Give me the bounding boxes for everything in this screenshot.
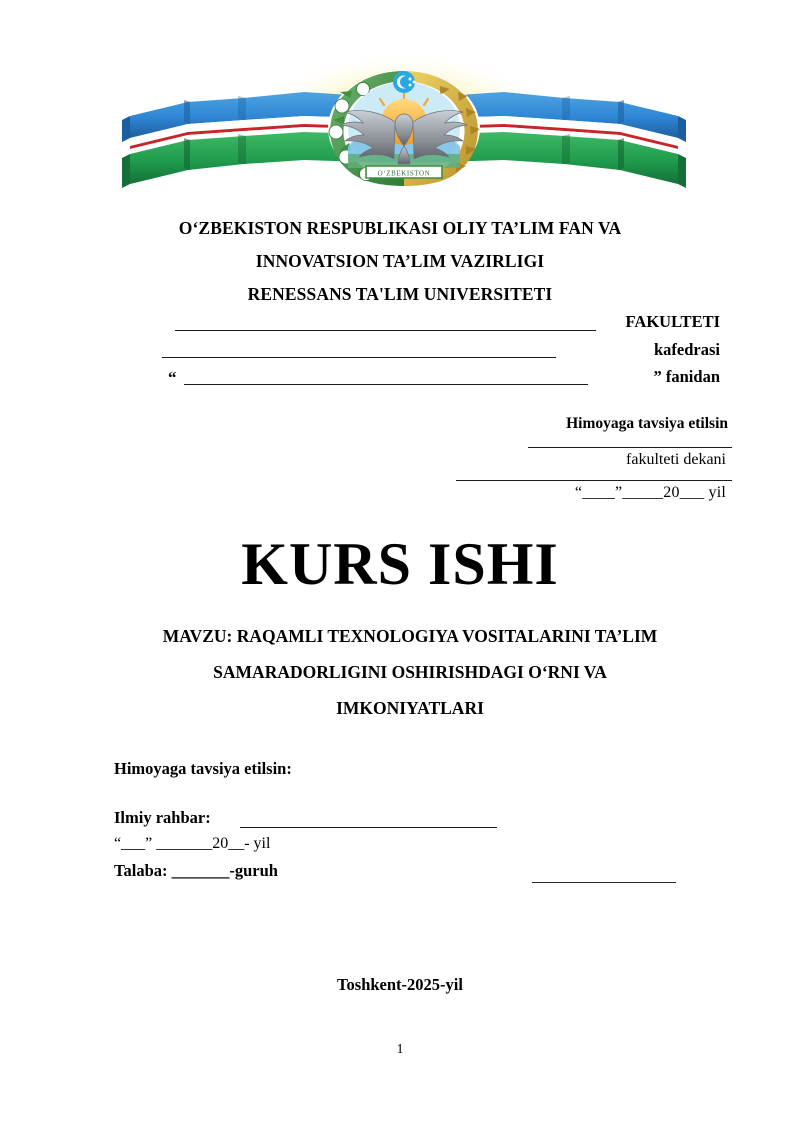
dean-date-line: “____”_____20___ yil — [574, 484, 726, 501]
institution-line-2: INNOVATSION TA’LIM VAZIRLIGI — [255, 251, 545, 271]
signature-fields — [114, 758, 700, 887]
advisor-date-clipped-char: l — [265, 835, 271, 852]
advisor-label: Ilmiy rahbar: — [114, 808, 211, 827]
dean-approval-block — [440, 413, 732, 505]
topic-line-1: MAVZU: RAQAMLI TEXNOLOGIYA VOSITALARINI TA’LIM — [162, 626, 658, 646]
subject-row[interactable] — [100, 364, 720, 390]
institution-line-1: O‘ZBEKISTON RESPUBLIKASI OLIY TA’LIM FAN VA — [178, 218, 622, 238]
department-blank-rule[interactable] — [162, 357, 556, 358]
subject-label: ” fanidan — [653, 367, 720, 386]
city-year: Toshkent-2025-yil — [337, 975, 463, 994]
dean-label: fakulteti dekani — [626, 451, 726, 468]
subject-blank-rule[interactable] — [184, 384, 588, 385]
state-emblem-icon — [328, 70, 480, 186]
page-title: KURS ISHI — [241, 531, 559, 597]
approve-field-label: Himoyaga tavsiya etilsin: — [114, 759, 292, 778]
faculty-blank-rule[interactable] — [175, 330, 596, 331]
approval-title: Himoyaga tavsiya etilsin — [566, 415, 728, 432]
advisor-date-row[interactable] — [114, 835, 700, 857]
faculty-label: FAKULTETI — [625, 312, 720, 331]
topic-block — [100, 618, 720, 726]
topic-line-2: SAMARADORLIGINI OSHIRISHDAGI O‘RNI VA — [213, 662, 607, 682]
fill-in-rows — [100, 312, 720, 390]
topic-line-3: IMKONIYATLARI — [336, 698, 484, 718]
uzbekistan-emblem-banner — [118, 58, 690, 198]
institution-header — [100, 212, 700, 311]
svg-text:O‘ZBEKISTON: O‘ZBEKISTON — [377, 169, 431, 178]
advisor-blank-rule[interactable] — [240, 827, 497, 828]
department-label: kafedrasi — [654, 340, 720, 359]
advisor-row[interactable] — [114, 808, 700, 832]
department-row[interactable] — [100, 338, 720, 364]
advisor-date-text: “___” _______20__- yi — [114, 835, 266, 852]
student-signature-rule[interactable] — [532, 882, 676, 883]
student-row[interactable] — [114, 861, 700, 887]
page-number: 1 — [396, 1042, 404, 1057]
emblem-flag-icon — [118, 58, 690, 198]
faculty-row[interactable] — [100, 312, 720, 338]
institution-line-3: RENESSANS TA'LIM UNIVERSITETI — [247, 284, 553, 304]
student-label-clipped-char: h — [268, 861, 278, 880]
student-label: Talaba: _______-guru — [114, 861, 269, 880]
subject-quote-open: “ — [168, 368, 177, 387]
